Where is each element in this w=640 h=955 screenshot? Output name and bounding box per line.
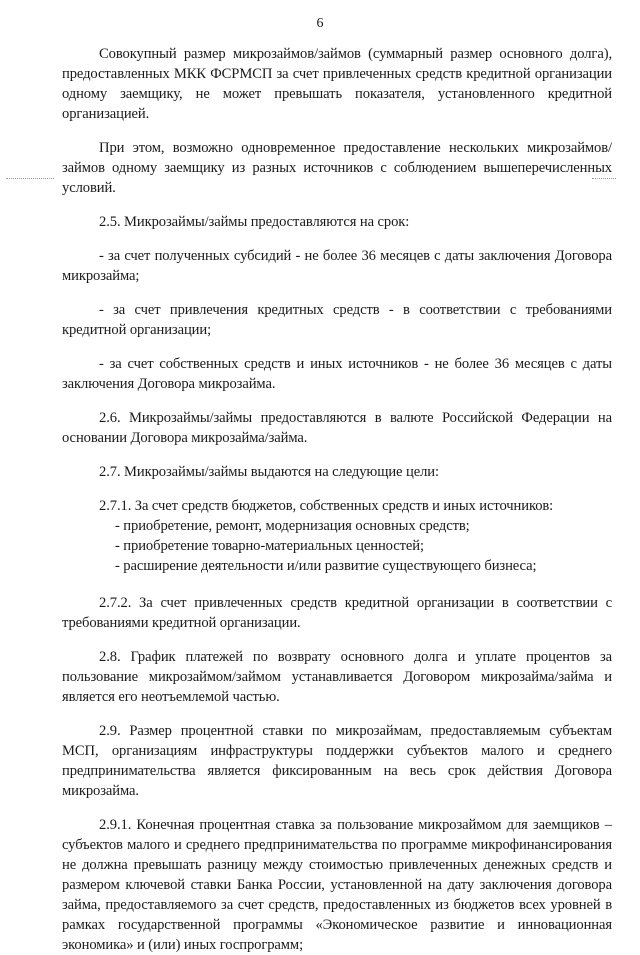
- list-item-business-expansion: - расширение деятельности и/или развитие существующего бизнеса;: [115, 558, 537, 574]
- paragraph-total-loan-size: Совокупный размер микрозаймов/займов (суммарный размер основного долга), предоставленных МКК ФСРМСП за счет привлеченных средств кредитной организации одному заемщику, не может превышать показателя, установленного кредитной организацией.: [62, 46, 612, 122]
- list-item-fixed-assets: - приобретение, ремонт, модернизация основных средств;: [115, 518, 470, 534]
- paragraph-2-6-currency: 2.6. Микрозаймы/займы предоставляются в валюте Российской Федерации на основании Договора микрозайма/займа.: [62, 410, 612, 446]
- paragraph-term-own-funds: - за счет собственных средств и иных источников - не более 36 месяцев с даты заключения Договора микрозайма.: [62, 356, 612, 392]
- paragraph-2-7-1-sources: 2.7.1. За счет средств бюджетов, собственных средств и иных источников:: [99, 498, 554, 514]
- paragraph-2-7-2-credit-funds: 2.7.2. За счет привлеченных средств кредитной организации в соответствии с требованиями кредитной организации.: [62, 595, 612, 631]
- page-number: 6: [316, 16, 324, 31]
- paragraph-term-credit-funds: - за счет привлечения кредитных средств - в соответствии с требованиями кредитной организации;: [62, 302, 612, 338]
- scan-artifact-left: [6, 178, 54, 180]
- paragraph-2-9-1-final-rate: 2.9.1. Конечная процентная ставка за пользование микрозаймом для заемщиков – субъектов малого и среднего предпринимательства по программе микрофинансирования не должна превышать разницу между стоимостью привлеченных денежных средств и размером ключевой ставки Банка России, установленной на дату заключения договора займа, предоставляемого за счет средств, предоставленных из бюджетов всех уровней в рамках государственной программы «Экономическое развитие и инновационная экономика» и (или) иных госпрограмм;: [62, 817, 612, 953]
- document-body: [62, 44, 612, 955]
- paragraph-multiple-loans: При этом, возможно одновременное предоставление нескольких микрозаймов/займов одному заемщику из разных источников с соблюдением вышеперечисленных условий.: [62, 140, 612, 196]
- paragraph-2-8-payment-schedule: 2.8. График платежей по возврату основного долга и уплате процентов за пользование микрозаймом/займом устанавливается Договором микрозайма/займа и является его неотъемлемой частью.: [62, 649, 612, 705]
- list-item-inventory: - приобретение товарно-материальных ценностей;: [115, 538, 424, 554]
- paragraph-2-9-interest-rate: 2.9. Размер процентной ставки по микрозаймам, предоставляемым субъектам МСП, организациям инфраструктуры поддержки субъектов малого и среднего предпринимательства является фиксированным на весь срок действия Договора микрозайма.: [62, 723, 612, 799]
- paragraph-2-7-purposes: 2.7. Микрозаймы/займы выдаются на следующие цели:: [99, 464, 439, 480]
- paragraph-term-subsidies: - за счет полученных субсидий - не более 36 месяцев с даты заключения Договора микрозайма;: [62, 248, 612, 284]
- paragraph-2-5-heading: 2.5. Микрозаймы/займы предоставляются на срок:: [99, 214, 410, 230]
